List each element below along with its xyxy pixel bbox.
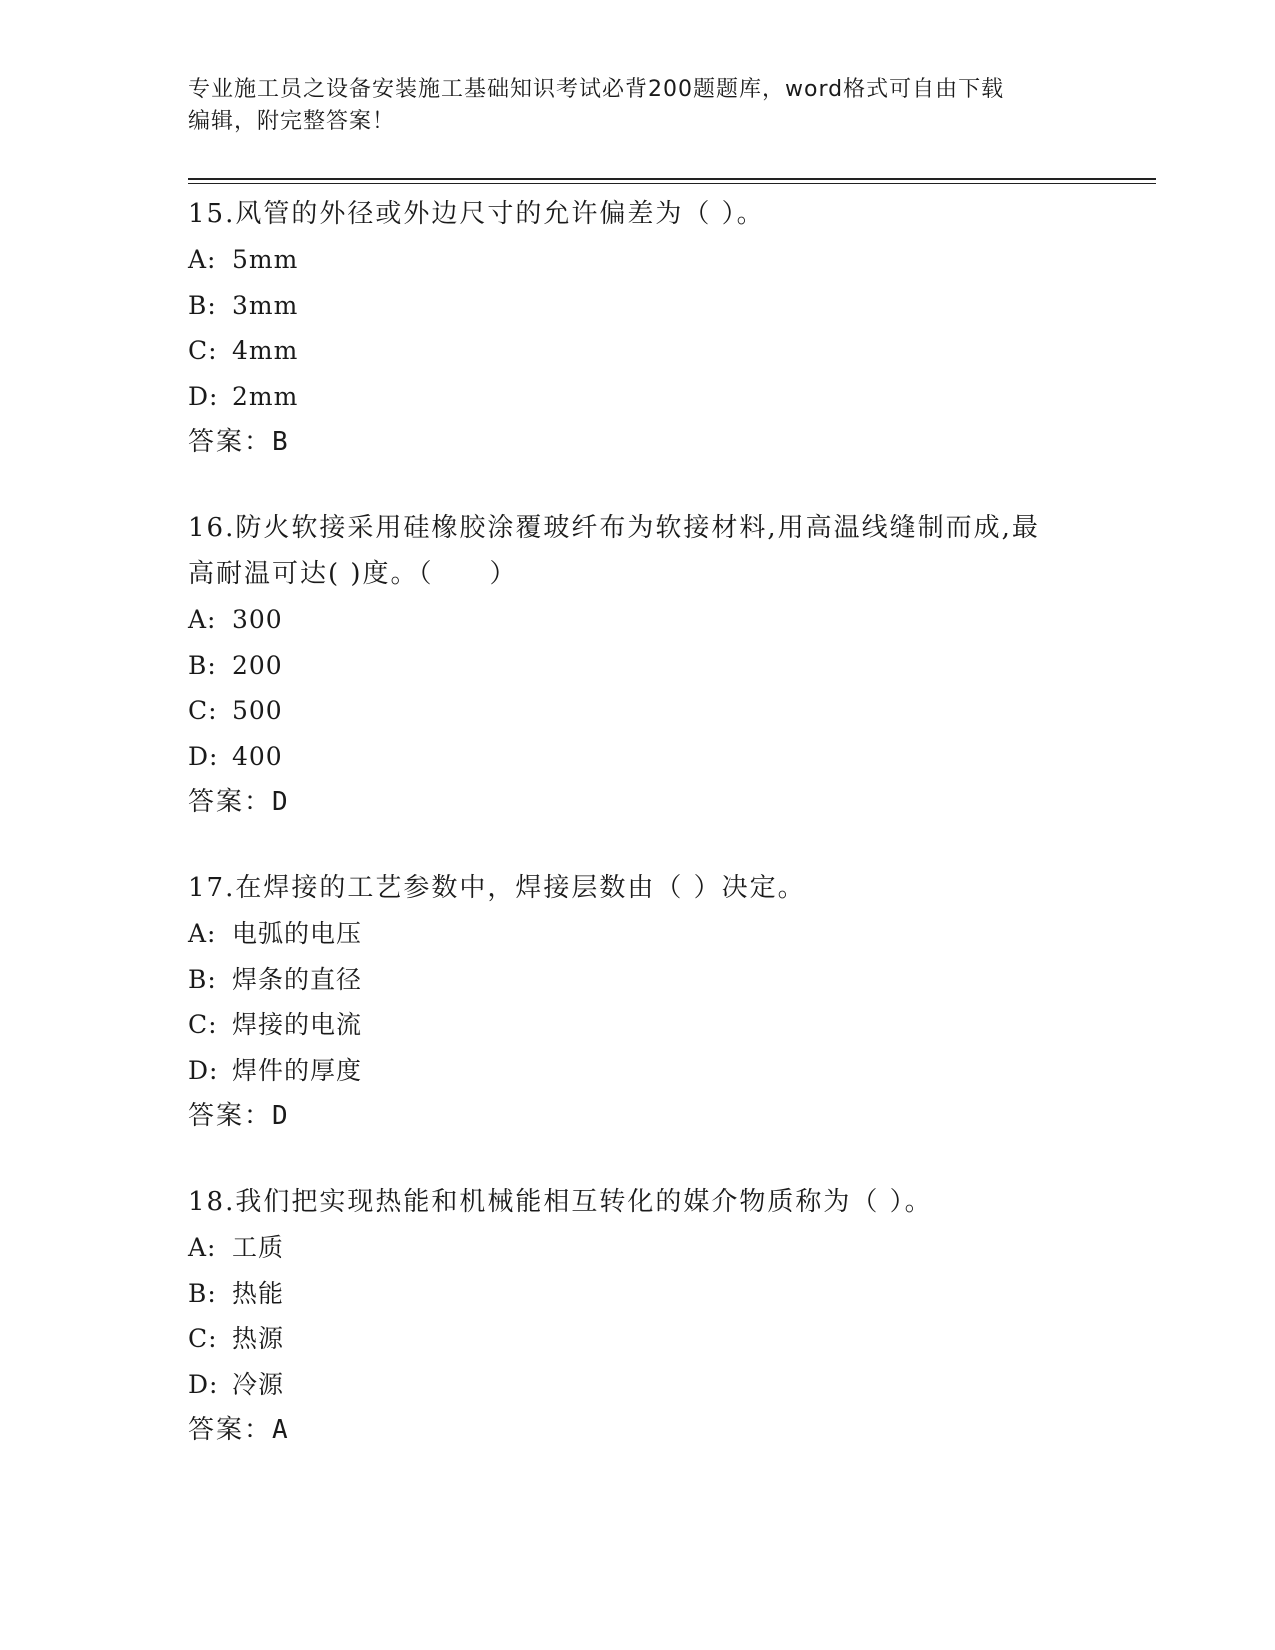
- question-15: [188, 191, 1088, 465]
- option-a: A: 工质: [188, 1233, 285, 1262]
- option-c: C: 焊接的电流: [188, 1010, 363, 1039]
- question-16: [188, 505, 1088, 825]
- question-list: [188, 191, 1088, 1493]
- answer-value: A: [272, 1415, 288, 1445]
- option-a: A: 电弧的电压: [188, 919, 363, 948]
- question-stem: 16.防火软接采用硅橡胶涂覆玻纤布为软接材料,用高温线缝制而成,最: [188, 513, 1040, 543]
- option-d: D: 焊件的厚度: [188, 1055, 363, 1085]
- option-b: B: 焊条的直径: [188, 964, 363, 994]
- answer-line: 答案：D: [188, 1101, 288, 1131]
- option-c: C: 4mm: [188, 336, 299, 365]
- option-d: D: 冷源: [188, 1369, 285, 1399]
- question-18: [188, 1179, 1088, 1453]
- option-d: D: 400: [188, 741, 283, 771]
- answer-value: B: [272, 427, 288, 457]
- answer-line: 答案：B: [188, 427, 288, 457]
- header-divider: [188, 178, 1156, 180]
- answer-value: D: [272, 787, 288, 817]
- question-stem: 18.我们把实现热能和机械能相互转化的媒介物质称为（ ）。: [188, 1187, 933, 1217]
- header-divider-thin: [188, 183, 1156, 184]
- option-b: B: 200: [188, 650, 283, 680]
- option-d: D: 2mm: [188, 381, 299, 411]
- question-17: [188, 865, 1088, 1139]
- question-stem: 15.风管的外径或外边尺寸的允许偏差为（ ）。: [188, 199, 765, 229]
- answer-value: D: [272, 1101, 288, 1131]
- option-a: A: 300: [188, 605, 283, 634]
- question-stem-continued: 高耐温可达( )度。（ ）: [188, 559, 518, 589]
- option-b: B: 热能: [188, 1278, 285, 1308]
- header-line-2: 编辑，附完整答案！: [188, 109, 396, 134]
- header-line-1: 专业施工员之设备安装施工基础知识考试必背200题题库，word格式可自由下载: [188, 77, 1005, 102]
- option-c: C: 500: [188, 696, 283, 725]
- option-c: C: 热源: [188, 1324, 285, 1353]
- document-header: [188, 74, 1088, 138]
- option-a: A: 5mm: [188, 245, 299, 274]
- answer-line: 答案：D: [188, 787, 288, 817]
- option-b: B: 3mm: [188, 290, 299, 320]
- answer-line: 答案：A: [188, 1415, 288, 1445]
- question-stem: 17.在焊接的工艺参数中，焊接层数由（ ）决定。: [188, 873, 806, 903]
